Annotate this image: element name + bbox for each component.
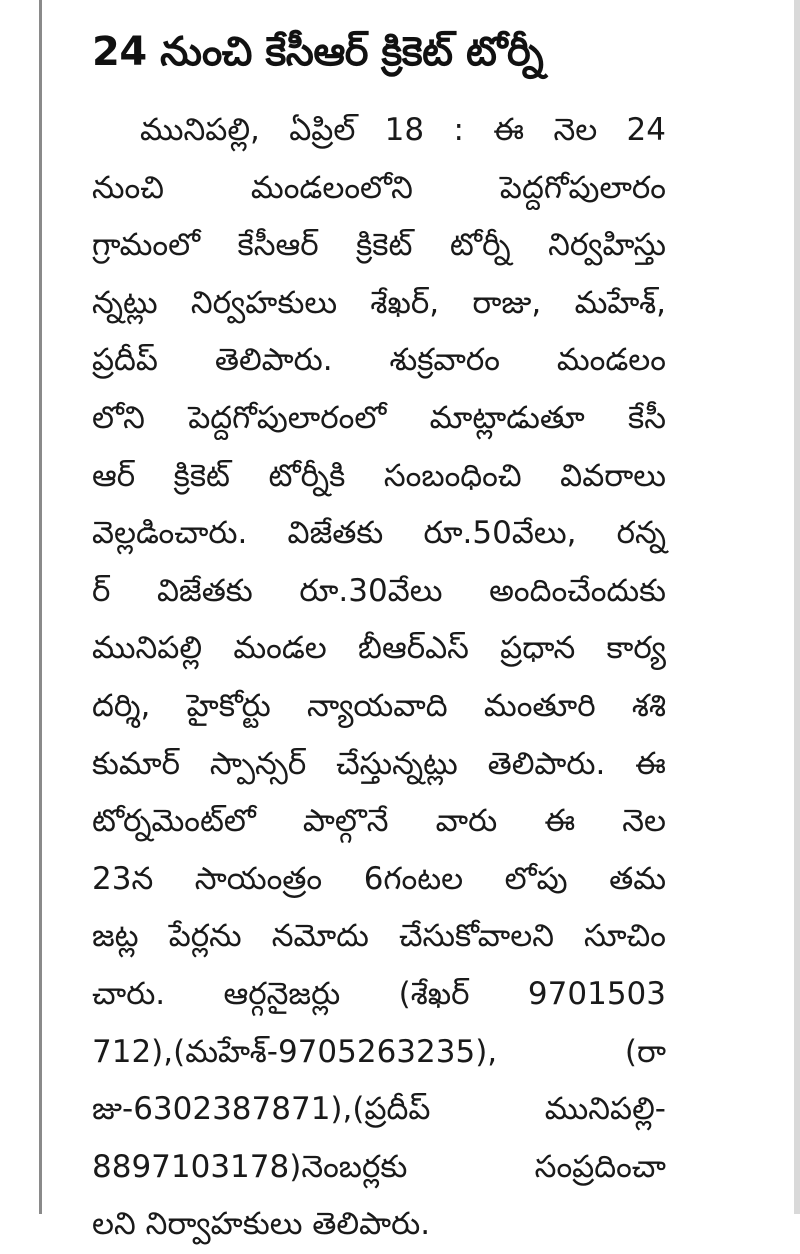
article-line: గ్రామంలో కేసీఆర్ క్రికెట్ టోర్నీ నిర్వహిస్తు bbox=[92, 227, 666, 264]
article-line: న్నట్లు నిర్వహకులు శేఖర్, రాజు, మహేశ్, bbox=[92, 284, 666, 321]
article-line: 23న సాయంత్రం 6గంటల లోపు తమ bbox=[92, 860, 666, 897]
article-line: మునిపల్లి మండల బీఆర్ఎస్ ప్రధాన కార్య bbox=[92, 630, 666, 667]
article-line: లోని పెద్దగోపులారంలో మాట్లాడుతూ కేసీ bbox=[92, 399, 666, 436]
article-line: నుంచి మండలంలోని పెద్దగోపులారం bbox=[92, 169, 666, 206]
article-line: జట్ల పేర్లను నమోదు చేసుకోవాలని సూచిం bbox=[92, 918, 666, 955]
column-divider-left bbox=[39, 0, 42, 1214]
article-line: చారు. ఆర్గనైజర్లు (శేఖర్ 9701503 bbox=[92, 975, 666, 1012]
article-line: వెల్లడించారు. విజేతకు రూ.50వేలు, రన్న bbox=[92, 515, 666, 552]
article-line: ప్రదీప్ తెలిపారు. శుక్రవారం మండలం bbox=[92, 342, 666, 379]
column-divider-right bbox=[794, 0, 800, 1214]
article-line: జు-6302387871),(ప్రదీప్ మునిపల్లి- bbox=[92, 1091, 666, 1128]
article-line: ర్ విజేతకు రూ.30వేలు అందించేందుకు bbox=[92, 572, 666, 609]
article-line: లని నిర్వాహకులు తెలిపారు. bbox=[92, 1206, 431, 1243]
article-body bbox=[92, 102, 666, 1254]
article-line: మునిపల్లి, ఏప్రిల్ 18 : ఈ నెల 24 bbox=[140, 112, 666, 148]
article-line: 8897103178)నెంబర్లకు సంప్రదించా bbox=[92, 1148, 666, 1185]
article-line: 712),(మహేశ్-9705263235), (రా bbox=[92, 1033, 666, 1070]
news-article bbox=[92, 16, 666, 1254]
article-headline: 24 నుంచి కేసీఆర్ క్రికెట్ టోర్నీ bbox=[92, 29, 544, 75]
article-line: టోర్నమెంట్‌లో పాల్గొనే వారు ఈ నెల bbox=[92, 803, 666, 840]
article-line: కుమార్ స్పాన్సర్ చేస్తున్నట్లు తెలిపారు. ఈ bbox=[92, 745, 666, 782]
article-line: దర్శి, హైకోర్టు న్యాయవాది మంతూరి శశి bbox=[92, 687, 666, 724]
article-line: ఆర్ క్రికెట్ టోర్నీకి సంబంధించి వివరాలు bbox=[92, 457, 666, 494]
